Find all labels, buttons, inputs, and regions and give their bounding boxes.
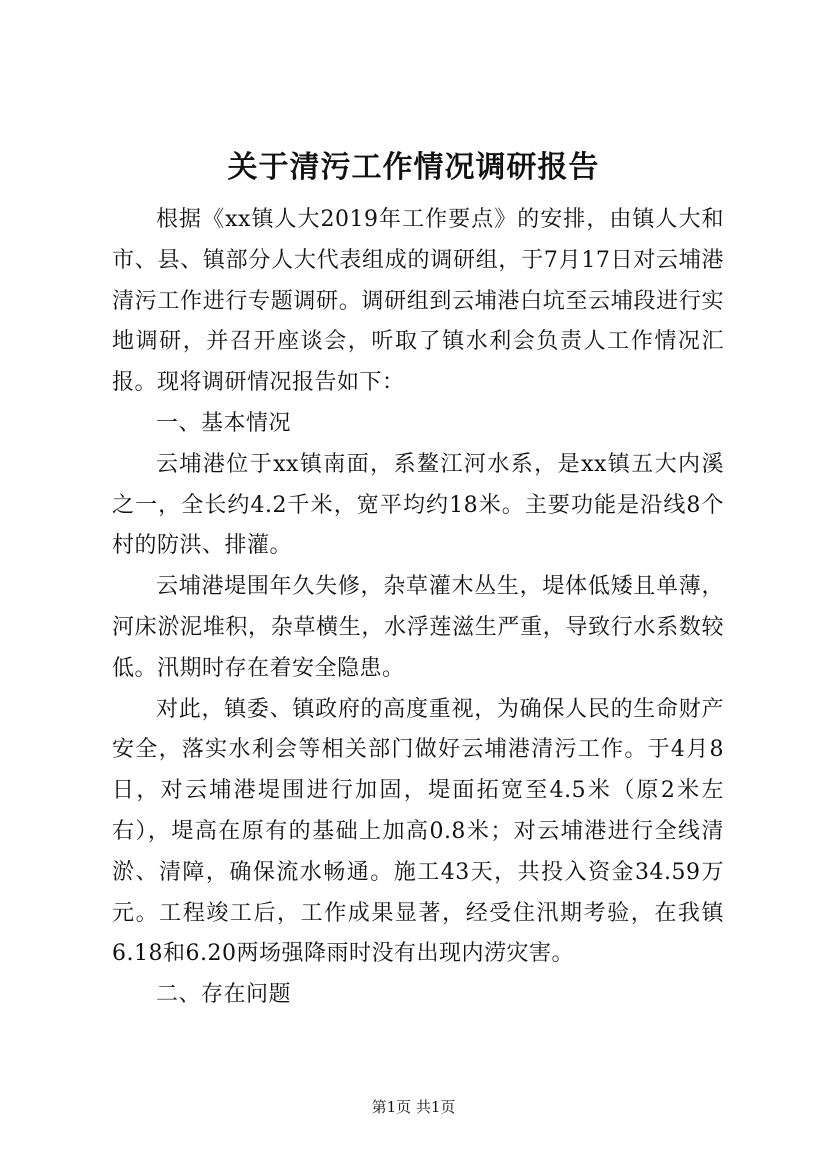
paragraph-measures: 对此，镇委、镇政府的高度重视，为确保人民的生命财产安全，落实水利会等相关部门做好云埔港清污工作。于4月8日，对云埔港堤围进行加固，堤面拓宽至4.5米（原2米左右），堤高在原有的基础上加高0.8米；对云埔港进行全线清淤、清障，确保流水畅通。施工43天，共投入资金34.59万元。工程竣工后，工作成果显著，经受住汛期考验，在我镇6.18和6.20两场强降雨时没有出现内涝灾害。 <box>112 696 724 967</box>
section-heading-basic-situation: 一、基本情况 <box>156 410 292 436</box>
document-title: 关于清污工作情况调研报告 <box>227 150 600 185</box>
document-body <box>112 200 724 1016</box>
page-footer: 第1页 共1页 <box>371 1098 456 1116</box>
paragraph-location: 云埔港位于xx镇南面，系鳌江河水系，是xx镇五大内溪之一，全长约4.2千米，宽平均约18米。主要功能是沿线8个村的防洪、排灌。 <box>112 451 724 559</box>
section-heading-problems: 二、存在问题 <box>156 982 292 1008</box>
paragraph-intro: 根据《xx镇人大2019年工作要点》的安排，由镇人大和市、县、镇部分人大代表组成的调研组，于7月17日对云埔港清污工作进行专题调研。调研组到云埔港白坑至云埔段进行实地调研，并召开座谈会，听取了镇水利会负责人工作情况汇报。现将调研情况报告如下： <box>112 207 724 396</box>
paragraph-disrepair: 云埔港堤围年久失修，杂草灌木丛生，堤体低矮且单薄，河床淤泥堆积，杂草横生，水浮莲滋生严重，导致行水系数较低。汛期时存在着安全隐患。 <box>112 574 724 681</box>
